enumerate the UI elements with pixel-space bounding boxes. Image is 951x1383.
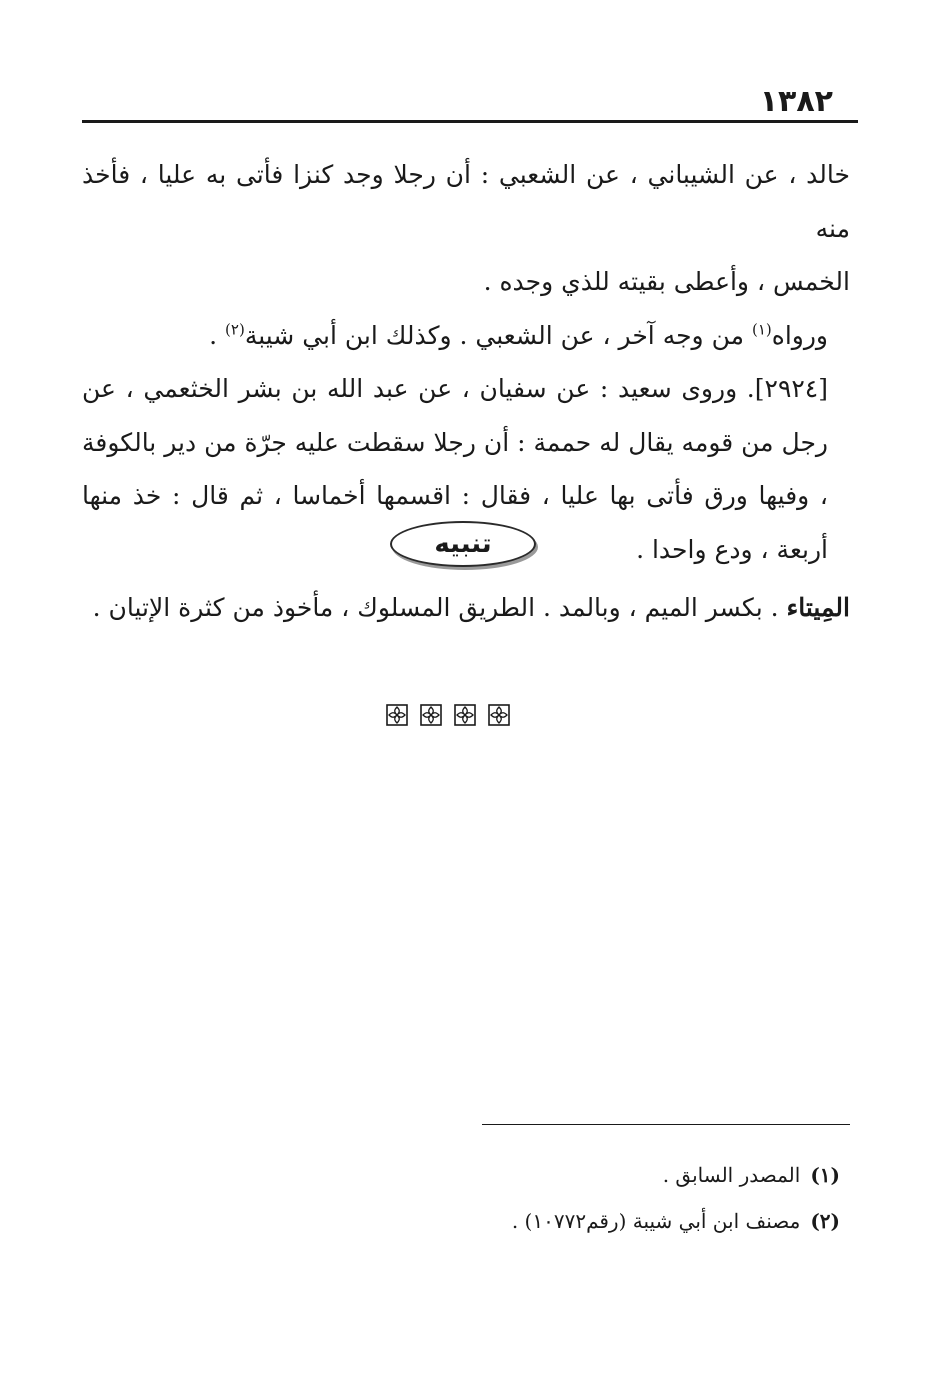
footnote-item	[440, 1198, 840, 1244]
header-rule	[82, 120, 858, 123]
quatrefoil-ornament-icon	[420, 704, 442, 726]
ornament-row	[386, 704, 510, 726]
footnote-number: (١)	[810, 1163, 840, 1187]
quatrefoil-ornament-icon	[386, 704, 408, 726]
section-heading	[0, 521, 951, 569]
tanbih-text	[82, 580, 850, 636]
text-line: الخمس ، وأعطى بقيته للذي وجده .	[483, 267, 850, 296]
tanbih-paragraph	[82, 580, 850, 636]
footnote-rule	[482, 1124, 850, 1125]
footnote-item	[440, 1152, 840, 1198]
footnotes	[440, 1152, 840, 1244]
section-oval-frame	[390, 521, 536, 567]
section-title: تنبيه	[434, 529, 492, 559]
quatrefoil-ornament-icon	[454, 704, 476, 726]
riwaya-start: ورواه	[771, 320, 828, 350]
defined-term: المِيتاء	[786, 593, 850, 622]
footnote-text: المصدر السابق .	[662, 1163, 801, 1187]
quatrefoil-ornament-icon	[488, 704, 510, 726]
footnote-number: (٢)	[810, 1209, 840, 1233]
footnote-ref-2[interactable]: (٢)	[225, 320, 245, 339]
footnote-text: مصنف ابن أبي شيبة (رقم١٠٧٧٢) .	[511, 1209, 801, 1233]
main-text	[82, 148, 850, 576]
definition-text: . بكسر الميم ، وبالمد . الطريق المسلوك ، مأخوذ من كثرة الإتيان .	[92, 593, 787, 622]
footnote-ref-1[interactable]: (١)	[751, 320, 772, 339]
riwaya-middle: من وجه آخر ، عن الشعبي . وكذلك ابن أبي شيبة	[244, 320, 752, 350]
riwaya-end: .	[209, 320, 226, 350]
riwaya-line	[82, 309, 850, 363]
hadith-paragraph: [٢٩٢٤]. وروى سعيد : عن سفيان ، عن عبد الله بن بشر الخثعمي ، عن رجل من قومه يقال له حممة : أن رجلا سقطت عليه جرّة من دير بالكوفة ، وفيها ورق فأتى بها عليا ، فقال : اقسمها أخماسا ، ثم قال : خذ منها أربعة ، ودع واحدا .	[82, 374, 828, 564]
text-line: خالد ، عن الشيباني ، عن الشعبي : أن رجلا وجد كنزا فأتى به عليا ، فأخذ منه	[82, 160, 850, 243]
page-number: ١٣٨٢	[759, 84, 833, 119]
